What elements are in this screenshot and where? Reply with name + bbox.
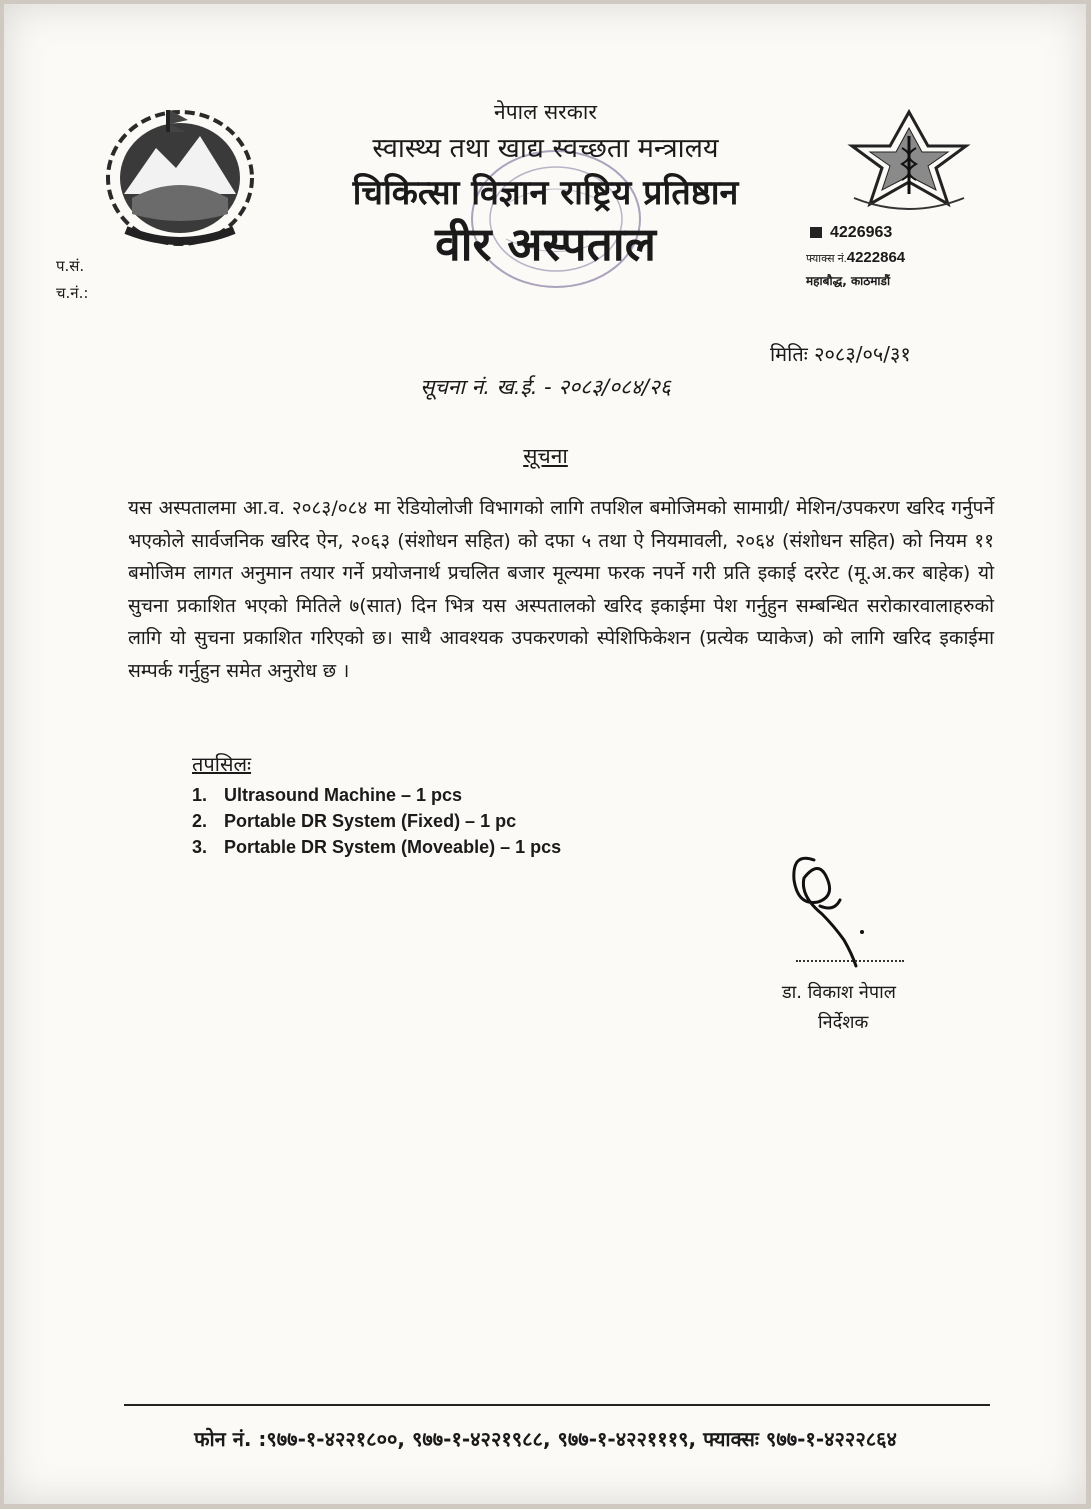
ministry-name: स्वास्थ्य तथा खाद्य स्वच्छता मन्त्रालय xyxy=(372,133,719,164)
hospital-name: वीर अस्पताल xyxy=(435,217,656,271)
hospital-address: महाबौद्ध, काठमाडौं xyxy=(806,274,891,288)
signatory-designation: निर्देशक xyxy=(818,1012,869,1033)
fax-label: फ्याक्स नं. xyxy=(806,253,847,265)
signature-line xyxy=(796,950,904,962)
item-number: 1. xyxy=(192,785,208,805)
item-text: Portable DR System (Moveable) – 1 pcs xyxy=(224,837,562,857)
fax-value: 4222864 xyxy=(846,249,906,266)
list-item xyxy=(192,808,561,834)
footer-contact: फोन नं. :९७७-१-४२२१८००, ९७७-१-४२२१९८८, ९७७-१-४२२१११९, फ्याक्सः ९७७-१-४२२२८६४ xyxy=(194,1427,897,1451)
item-text: Portable DR System (Fixed) – 1 pc xyxy=(224,811,517,831)
notice-body: यस अस्पतालमा आ.व. २०८३/०८४ मा रेडियोलोजी विभागको लागि तपशिल बमोजिमको सामाग्री/ मेशिन/उपकरण खरिद गर्नुपर्ने भएकोले सार्वजनिक खरिद ऐन, २०६३ (संशोधन सहित) को दफा ५ तथा ऐ नियमावली, २०६४ (संशोधन सहित) को नियम ११ बमोजिम लागत अनुमान तयार गर्ने प्रयोजनार्थ प्रचलित बजार मूल्यमा फरक नपर्ने गरी प्रति इकाई दररेट (मू.अ.कर बाहेक) यो सुचना प्रकाशित भएको मितिले ७(सात) दिन भित्र यस अस्पतालको खरिद इकाईमा पेश गर्नुहुन सम्बन्धित सरोकारवालाहरुको लागि यो सुचना प्रकाशित गरिएको छ। साथै आवश्यक उपकरणको स्पेशिफिकेशन (प्रत्येक प्याकेज) को लागि खरिद इकाईमा सम्पर्क गर्नुहुन समेत अनुरोध छ । xyxy=(128,497,994,682)
item-number: 2. xyxy=(192,811,208,831)
phone-number xyxy=(810,224,892,242)
item-number: 3. xyxy=(192,837,208,857)
footer-divider xyxy=(124,1404,990,1406)
notice-heading: सूचना xyxy=(523,444,568,468)
signatory-name: डा. विकाश नेपाल xyxy=(782,982,896,1003)
notice-number: सूचना नं. ख.ई. - २०८३/०८४/२६ xyxy=(420,375,671,399)
institution-name: चिकित्सा विज्ञान राष्ट्रिय प्रतिष्ठान xyxy=(352,173,739,213)
letter-number-label: प.सं. xyxy=(56,257,85,275)
phone-icon xyxy=(810,227,822,238)
dispatch-number-label: च.नं.: xyxy=(56,284,89,302)
list-item xyxy=(192,834,561,860)
details-heading: तपसिलः xyxy=(192,752,252,776)
equipment-list xyxy=(192,782,561,860)
notice-date: मितिः २०८३/०५/३१ xyxy=(770,342,911,366)
item-text: Ultrasound Machine – 1 pcs xyxy=(224,785,463,805)
list-item xyxy=(192,782,561,808)
fax-number xyxy=(806,249,905,266)
phone-value: 4226963 xyxy=(830,224,893,241)
government-name: नेपाल सरकार xyxy=(494,100,597,124)
